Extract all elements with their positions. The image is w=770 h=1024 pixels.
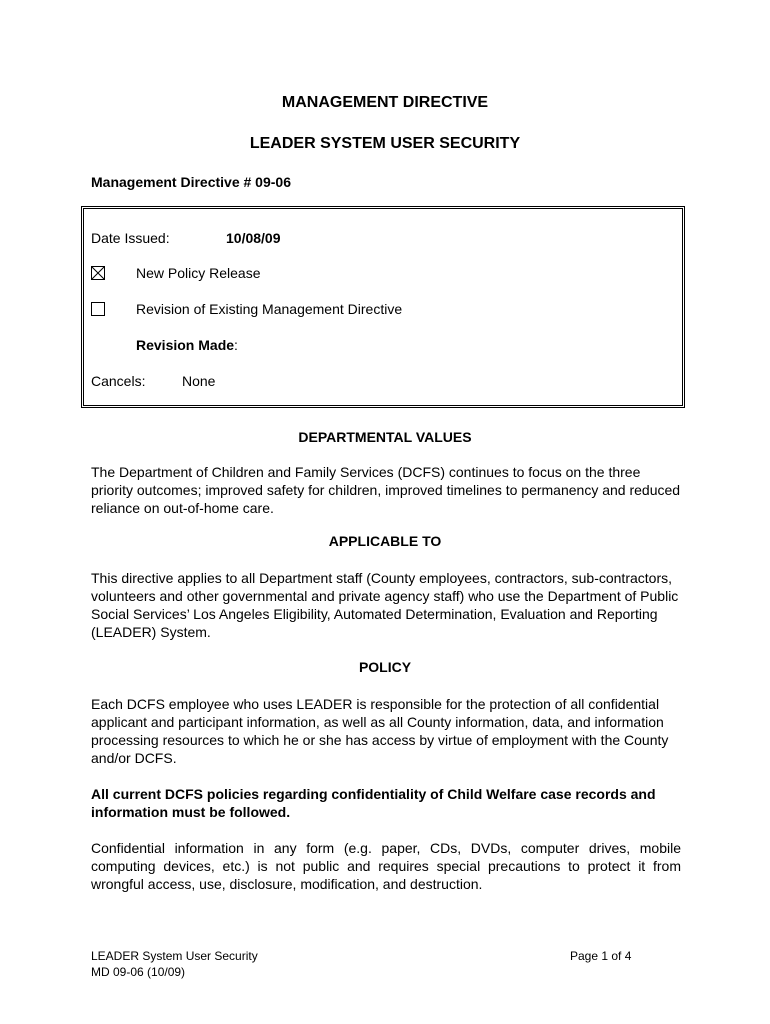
revision-made-line (136, 337, 238, 353)
footer-doc-code: MD 09-06 (10/09) (91, 965, 186, 979)
cancels-label: Cancels: (91, 373, 146, 389)
date-issued-label: Date Issued: (91, 230, 170, 246)
footer-page-number: Page 1 of 4 (570, 949, 632, 963)
revision-label: Revision of Existing Management Directive (136, 301, 403, 317)
departmental-values-text: The Department of Children and Family Services (DCFS) continues to focus on the three priority outcomes; improved safety for children, improved timelines to permanency and reduced reliance on out-of-home care. (91, 464, 681, 516)
applicable-to-heading: APPLICABLE TO (328, 533, 442, 549)
policy-heading: POLICY (358, 659, 412, 675)
footer-doc-name: LEADER System User Security (91, 949, 258, 963)
revision-made-label: Revision Made (136, 337, 235, 353)
date-issued-value: 10/08/09 (226, 230, 281, 246)
revision-checkbox[interactable] (91, 302, 105, 316)
document-title: MANAGEMENT DIRECTIVE (281, 94, 489, 111)
policy-text: Each DCFS employee who uses LEADER is responsible for the protection of all confidential applicant and participant information, as well as all County information, data, and information processing resources to which he or she has access by virtue of employment with the County and/or DCFS. (91, 696, 669, 766)
policy-bold-statement: All current DCFS policies regarding confidentiality of Child Welfare case records and information must be followed. (91, 786, 656, 820)
departmental-values-heading: DEPARTMENTAL VALUES (298, 429, 472, 445)
revision-made-colon: : (234, 337, 238, 353)
document-subtitle: LEADER SYSTEM USER SECURITY (249, 135, 521, 152)
new-policy-label: New Policy Release (136, 265, 261, 281)
applicable-to-text: This directive applies to all Department staff (County employees, contractors, sub-contractors, volunteers and other governmental and private agency staff) who use the Department of Public Social Services’ Los Angeles Eligibility, Automated Determination, Evaluation and Reporting (LEADER) System. (91, 570, 679, 640)
directive-number: Management Directive # 09-06 (91, 174, 291, 190)
footer-left (91, 948, 258, 980)
directive-info-box (83, 208, 683, 406)
new-policy-checkbox[interactable] (91, 266, 105, 280)
checkbox-x-icon (92, 267, 104, 279)
cancels-value: None (182, 373, 216, 389)
confidential-info-text: Confidential information in any form (e.g. paper, CDs, DVDs, computer drives, mobile computing devices, etc.) is not public and requires special precautions to protect it from wrongful access, use, disclosure, modification, and destruction. (91, 840, 681, 892)
